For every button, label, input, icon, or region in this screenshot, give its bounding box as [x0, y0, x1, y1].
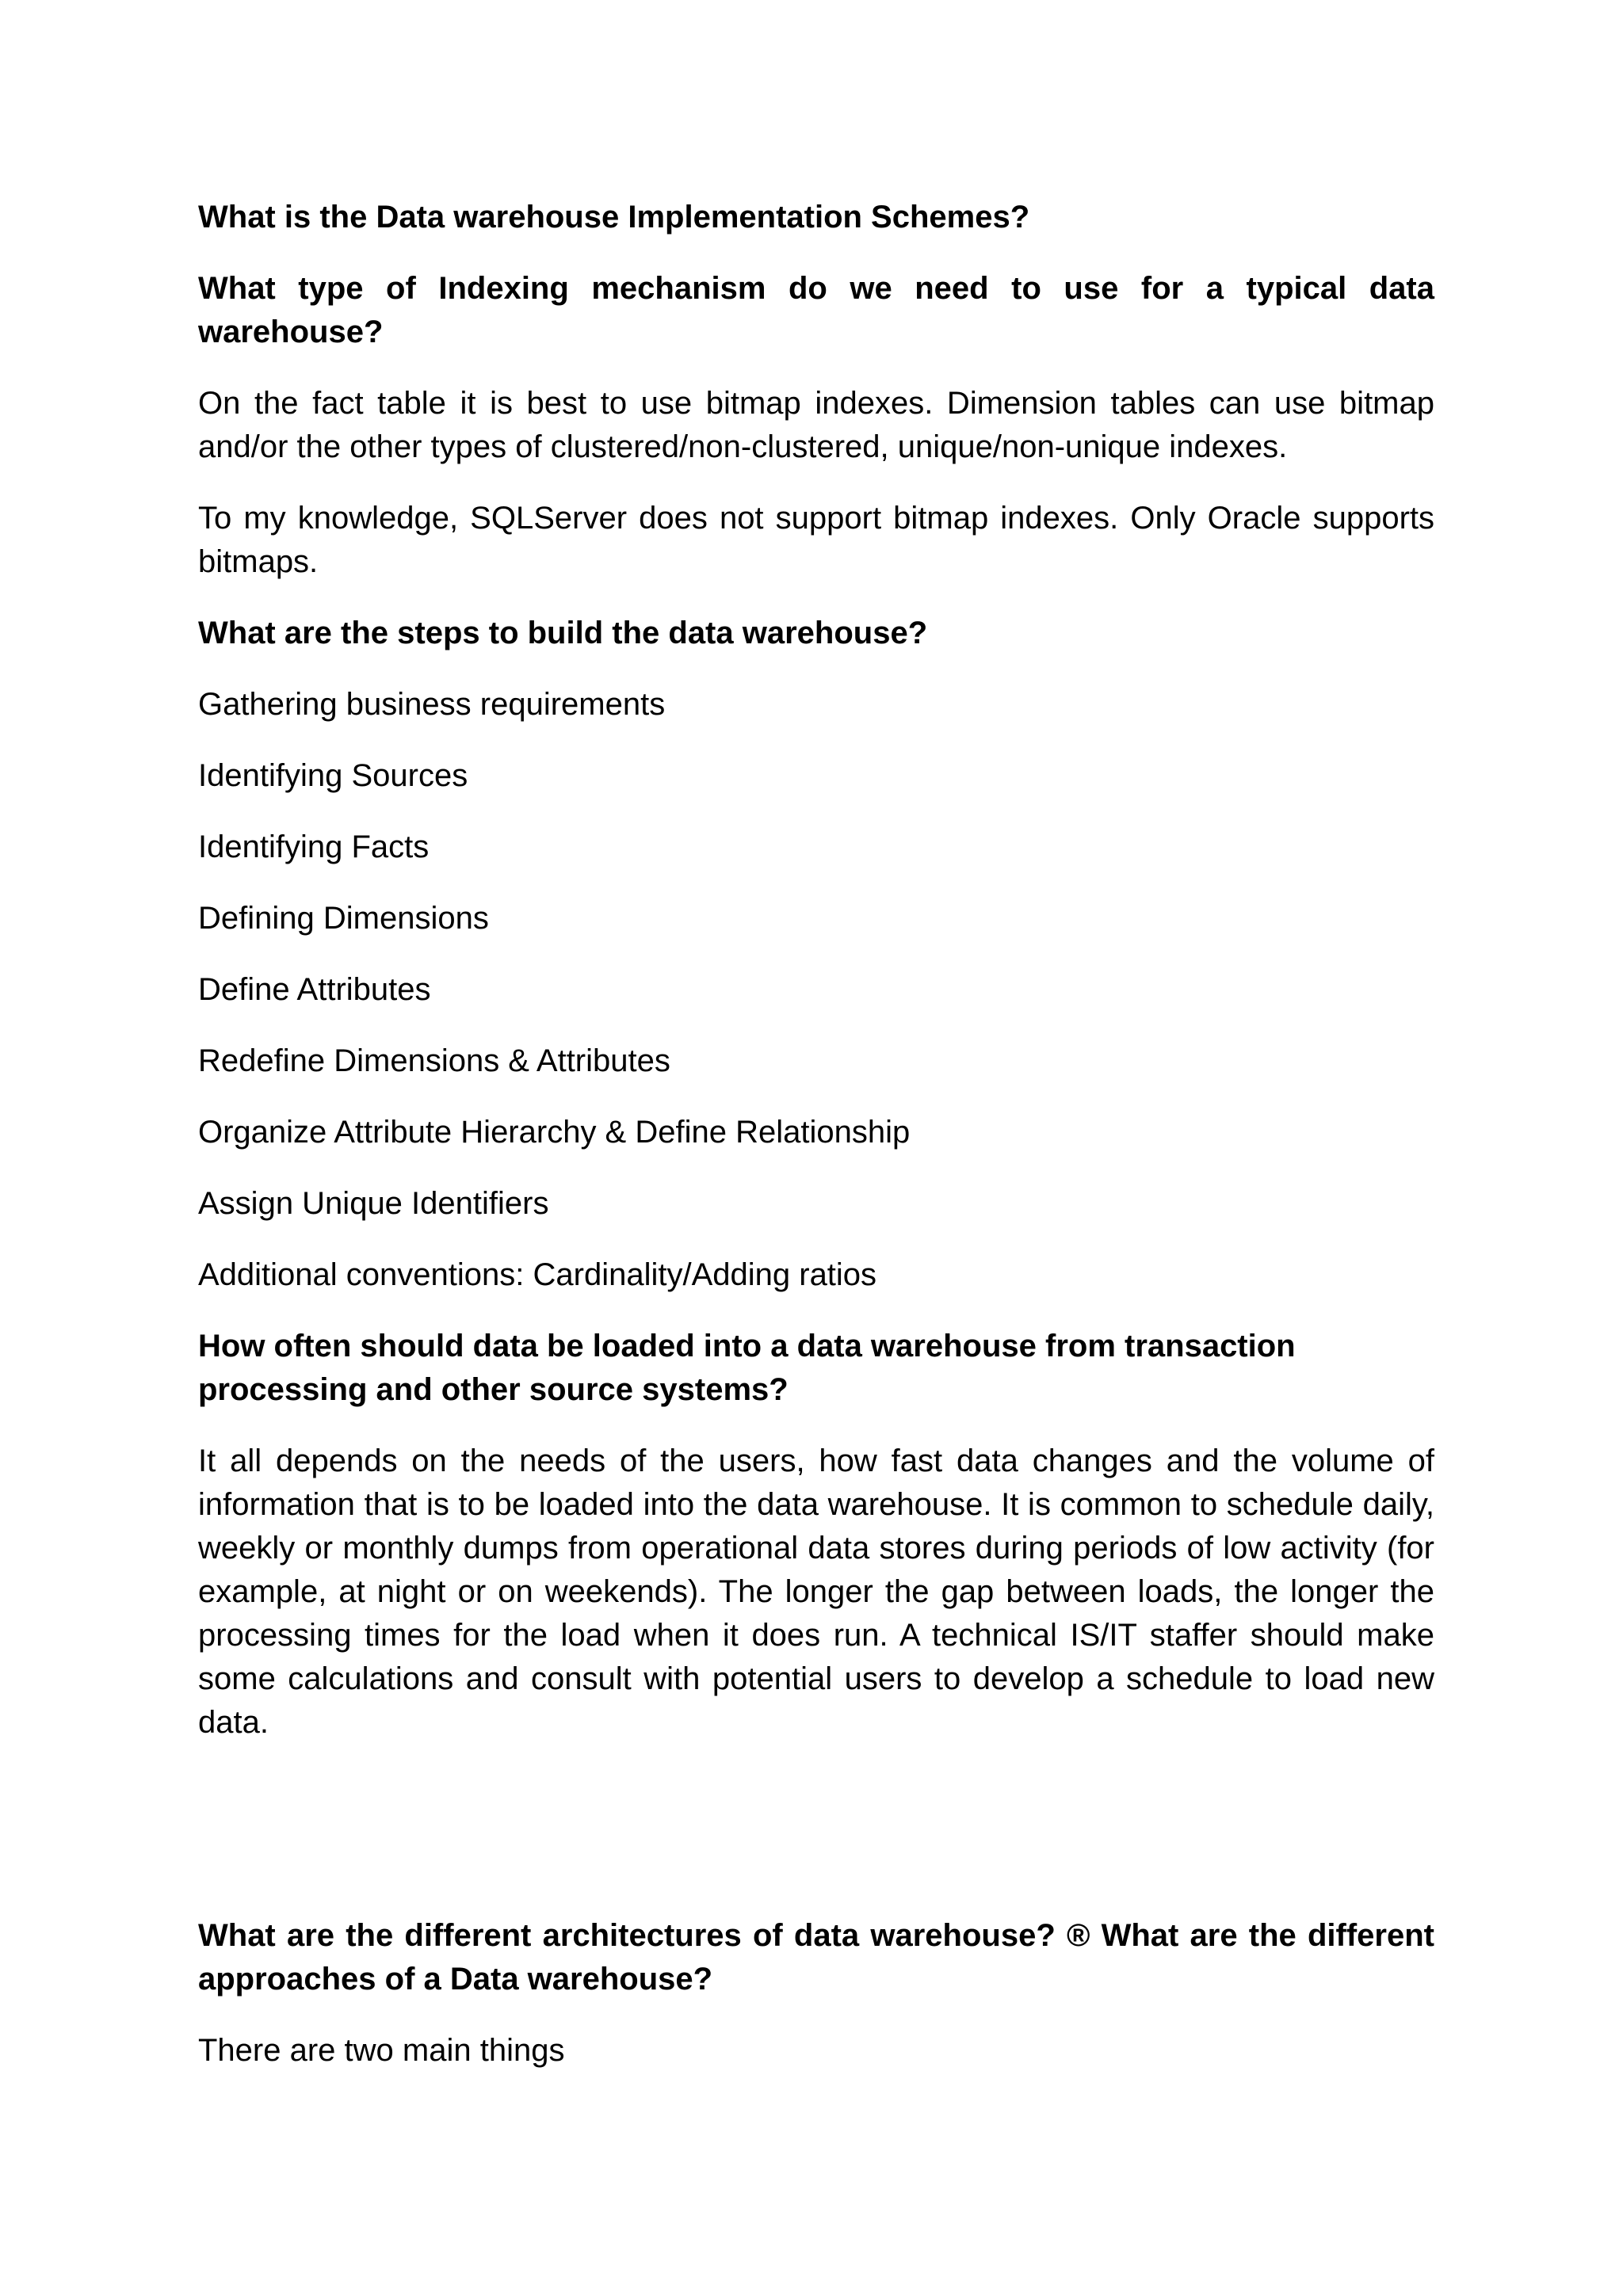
list-item: Additional conventions: Cardinality/Adding ratios — [198, 1257, 877, 1292]
list-item: Identifying Sources — [198, 758, 468, 793]
answer-indexing-sqlserver: To my knowledge, SQLServer does not support bitmap indexes. Only Oracle supports bitmaps. — [198, 501, 1434, 579]
list-item: Defining Dimensions — [198, 901, 489, 936]
list-item: Redefine Dimensions & Attributes — [198, 1043, 670, 1078]
list-item: Organize Attribute Hierarchy & Define Relationship — [198, 1115, 911, 1150]
question-implementation-schemes: What is the Data warehouse Implementation Schemes? — [198, 200, 1030, 235]
question-indexing: What type of Indexing mechanism do we need to use for a typical data warehouse? — [198, 271, 1434, 349]
list-item: Assign Unique Identifiers — [198, 1186, 549, 1221]
question-loading-frequency: How often should data be loaded into a data warehouse from transaction processing and other source systems? — [198, 1329, 1296, 1407]
question-architectures: What are the different architectures of data warehouse? ® What are the different approaches of a Data warehouse? — [198, 1918, 1434, 1997]
list-item: Identifying Facts — [198, 830, 430, 864]
list-item: Gathering business requirements — [198, 687, 666, 722]
answer-architectures: There are two main things — [198, 2033, 565, 2068]
question-build-steps: What are the steps to build the data warehouse? — [198, 616, 928, 650]
answer-loading-frequency: It all depends on the needs of the users, how fast data changes and the volume of information that is to be loaded into the data warehouse. It is common to schedule daily, weekly or monthly dumps from operational data stores during periods of low activity (for example, at night or on weekends). The longer the gap between loads, the longer the processing times for the load when it does run. A technical IS/IT staffer should make some calculations and consult with potential users to develop a schedule to load new data. — [198, 1444, 1434, 1740]
list-item: Define Attributes — [198, 972, 431, 1007]
answer-indexing-bitmap: On the fact table it is best to use bitmap indexes. Dimension tables can use bitmap and/or the other types of clustered/non-clustered, unique/non-unique indexes. — [198, 386, 1434, 464]
